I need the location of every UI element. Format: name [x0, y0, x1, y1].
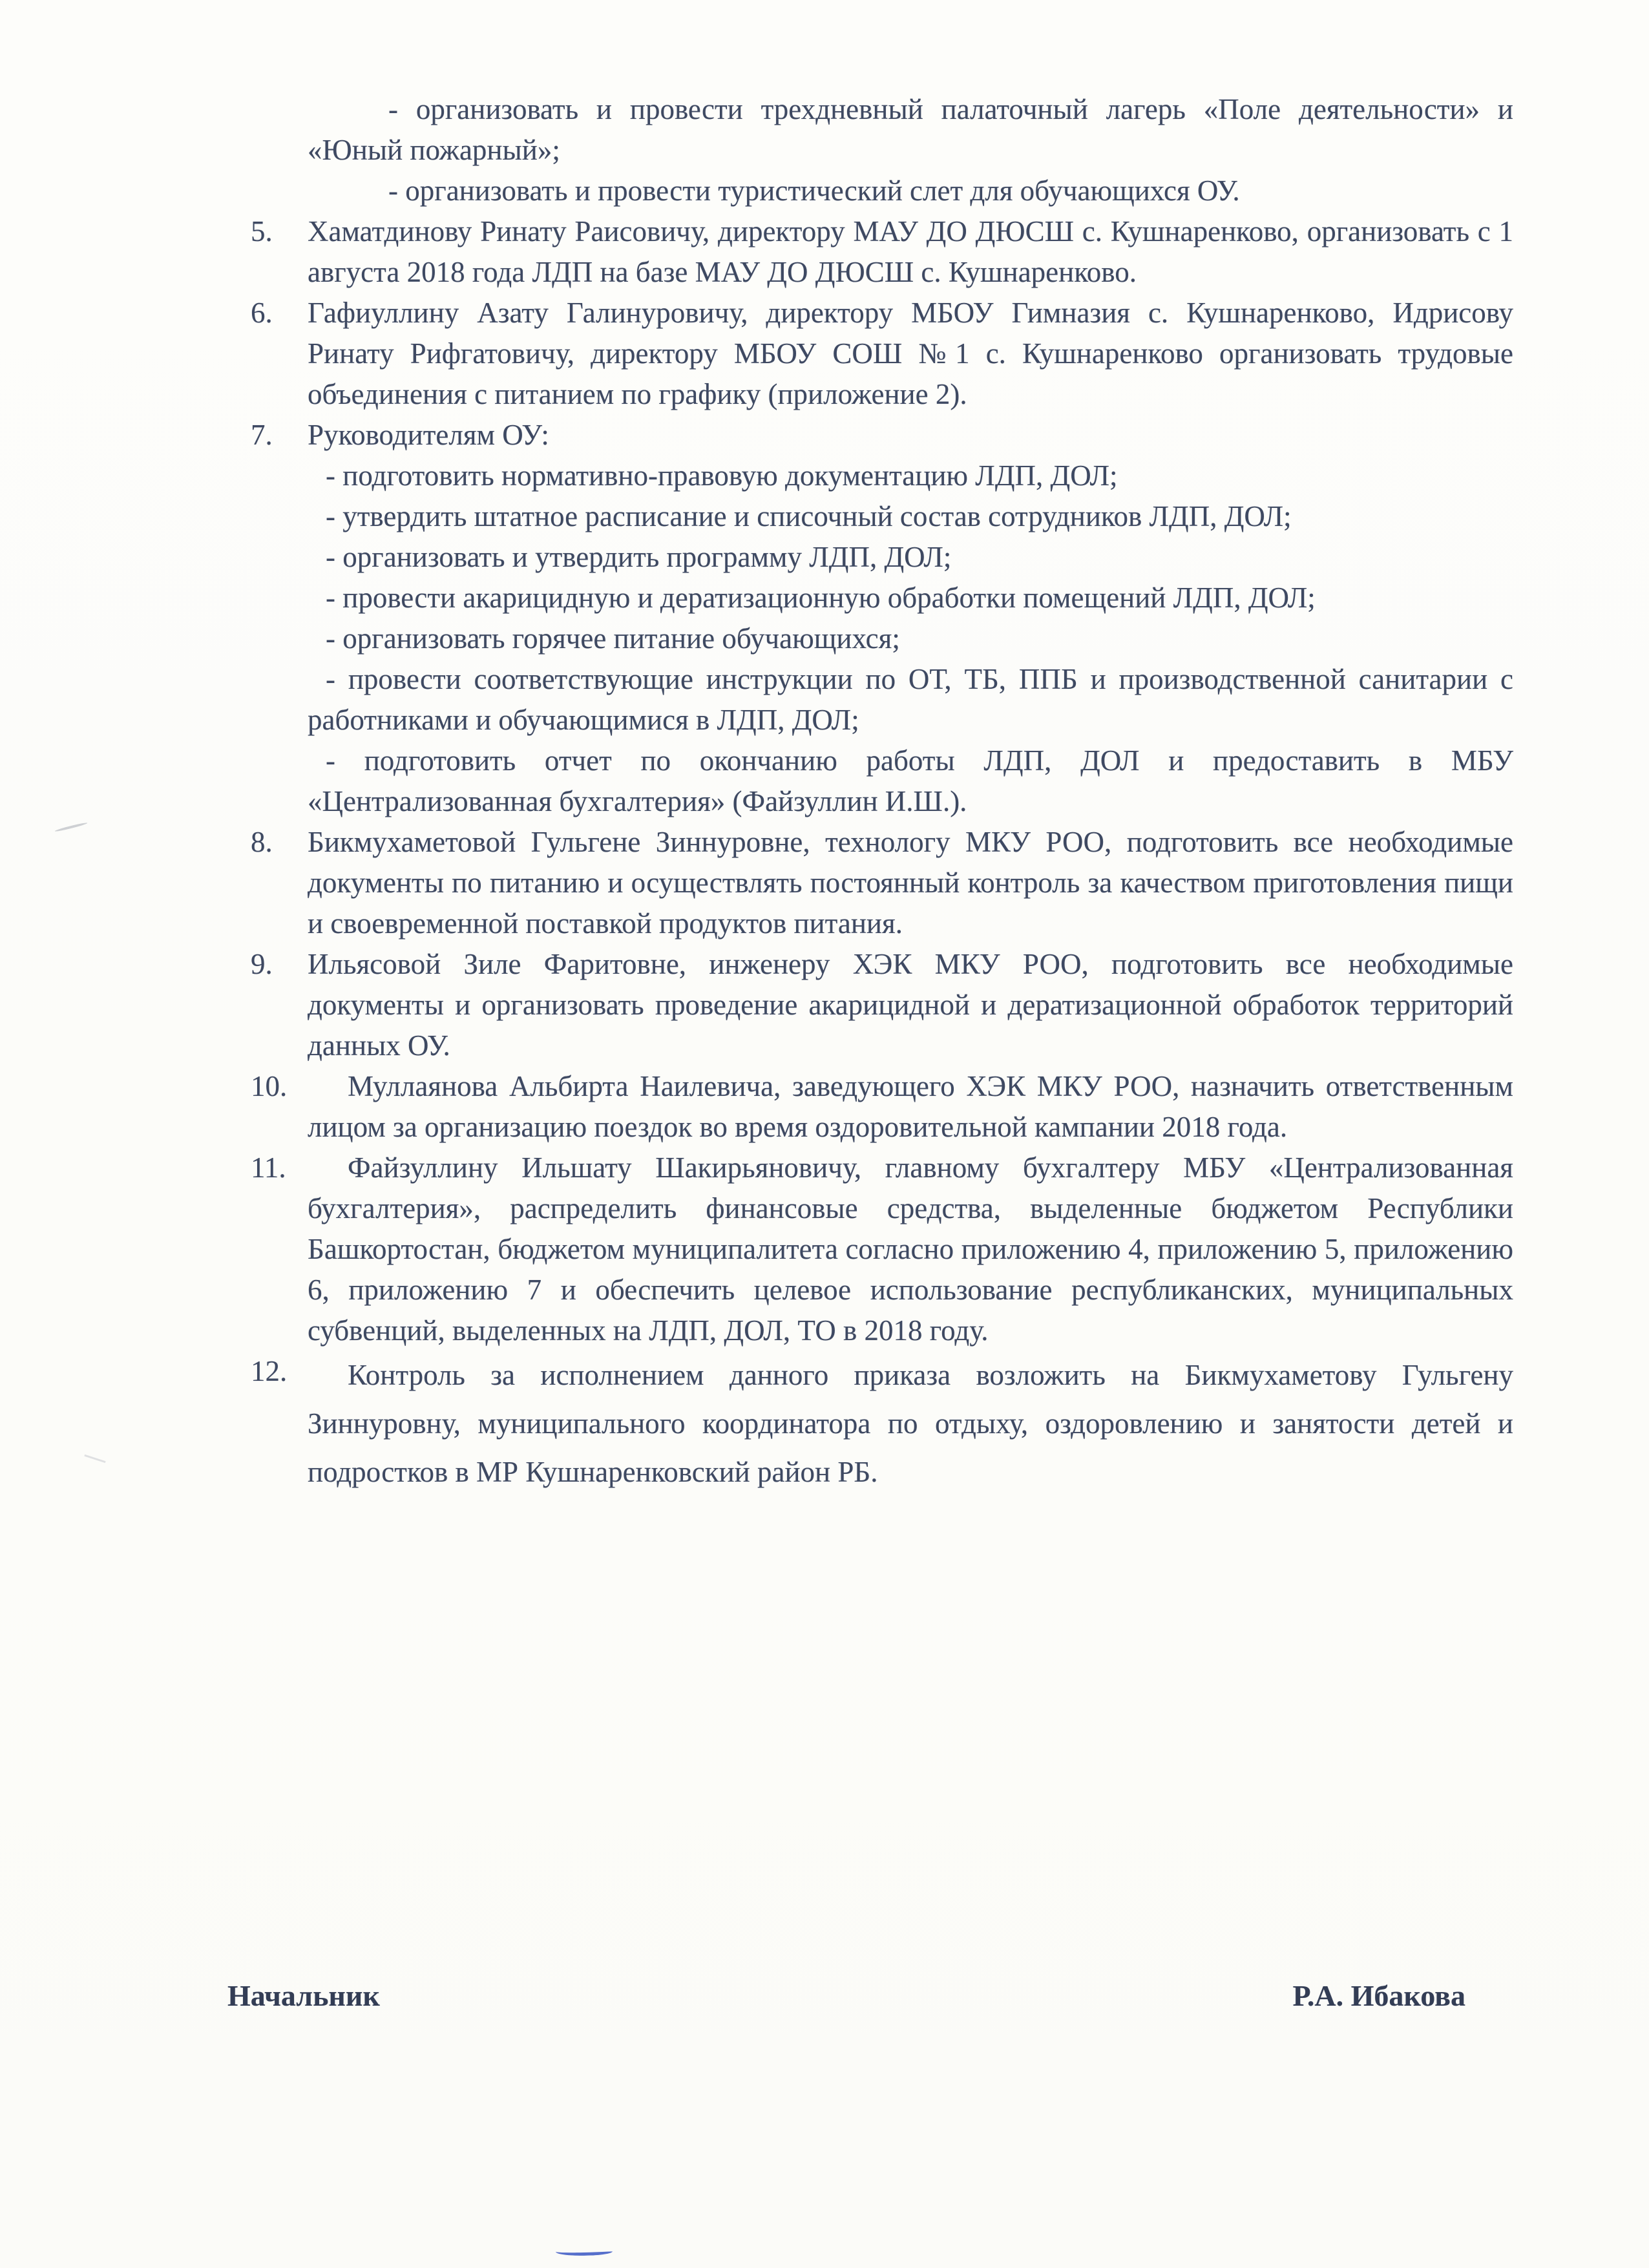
item-text: Ильясовой Зиле Фаритовне, инженеру ХЭК МКУ РОО, подготовить все необходимые документы и организовать проведение акарицидной и дератизационной обработок территорий данных ОУ.: [308, 948, 1513, 1062]
item-text: Гафиуллину Азату Галинуровичу, директору МБОУ Гимназия с. Кушнаренково, Идрисову Ринату Рифгатовичу, директору МБОУ СОШ №1 с. Кушнаренково организовать трудовые объединения с питанием по графику (приложение 2).: [308, 297, 1513, 410]
sub-item: - подготовить нормативно-правовую документацию ЛДП, ДОЛ;: [326, 459, 1118, 492]
list-item-5: [251, 211, 1513, 293]
scan-artifact-pen-mark: [54, 822, 87, 832]
list-item-9: [251, 944, 1513, 1066]
signature-title: Начальник: [227, 1979, 380, 2012]
item-number: 8.: [251, 826, 273, 858]
scan-artifact-ink-mark: [556, 2246, 613, 2256]
sub-item: - подготовить отчет по окончанию работы ЛДП, ДОЛ и предоставить в МБУ «Централизованная бухгалтерия» (Файзуллин И.Ш.).: [308, 744, 1513, 817]
item-number: 7.: [251, 419, 273, 451]
continuation-line: - организовать и провести туристический слет для обучающихся ОУ.: [388, 174, 1240, 207]
item-number: 10.: [251, 1070, 288, 1102]
item-number: 12.: [251, 1355, 288, 1387]
sub-item: - организовать и утвердить программу ЛДП, ДОЛ;: [326, 541, 952, 573]
signature-row: [227, 1979, 1465, 2013]
sub-item: - организовать горячее питание обучающихся;: [326, 622, 900, 655]
item-number: 6.: [251, 297, 273, 329]
item-lead: Руководителям ОУ:: [308, 419, 549, 451]
sub-item: - провести соответствующие инструкции по ОТ, ТБ, ППБ и производственной санитарии с работниками и обучающимися в ЛДП, ДОЛ;: [308, 663, 1513, 736]
item-text: Контроль за исполнением данного приказа возложить на Бикмухаметову Гульгену Зиннуровну, муниципального координатора по отдыху, оздоровлению и занятости детей и подростков в МР Кушнаренковский район РБ.: [308, 1359, 1513, 1488]
signature-name: Р.А. Ибакова: [1292, 1979, 1465, 2012]
list-item-12: [251, 1351, 1513, 1496]
item-text: Муллаянова Альбирта Наилевича, заведующего ХЭК МКУ РОО, назначить ответственным лицом за организацию поездок во время оздоровительной кампании 2018 года.: [308, 1070, 1513, 1143]
item-number: 11.: [251, 1151, 286, 1184]
list-item-10: [251, 1066, 1513, 1148]
content-area: [251, 89, 1513, 1496]
continuation-line: - организовать и провести трехдневный палаточный лагерь «Поле деятельности» и «Юный пожарный»;: [308, 93, 1513, 166]
list-item-11: [251, 1148, 1513, 1351]
sub-item: - провести акарицидную и дератизационную обработки помещений ЛДП, ДОЛ;: [326, 582, 1316, 614]
sub-item: - утвердить штатное расписание и списочный состав сотрудников ЛДП, ДОЛ;: [326, 500, 1292, 532]
list-item-8: [251, 822, 1513, 944]
list-item-7: [251, 415, 1513, 822]
item-number: 9.: [251, 948, 273, 980]
item-number: 5.: [251, 215, 273, 247]
scan-artifact-smudge: [84, 1454, 105, 1463]
list-item-6: [251, 293, 1513, 415]
item-text: Файзуллину Ильшату Шакирьяновичу, главному бухгалтеру МБУ «Централизованная бухгалтерия», распределить финансовые средства, выделенные бюджетом Республики Башкортостан, бюджетом муниципалитета согласно приложению 4, приложению 5, приложению 6, приложению 7 и обеспечить целевое использование республиканских, муниципальных субвенций, выделенных на ЛДП, ДОЛ, ТО в 2018 году.: [308, 1151, 1513, 1347]
item-text: Хаматдинову Ринату Раисовичу, директору МАУ ДО ДЮСШ с. Кушнаренково, организовать с 1 августа 2018 года ЛДП на базе МАУ ДО ДЮСШ с. Кушнаренково.: [308, 215, 1513, 288]
item-text: Бикмухаметовой Гульгене Зиннуровне, технологу МКУ РОО, подготовить все необходимые документы по питанию и осуществлять постоянный контроль за качеством приготовления пищи и своевременной поставкой продуктов питания.: [308, 826, 1513, 940]
